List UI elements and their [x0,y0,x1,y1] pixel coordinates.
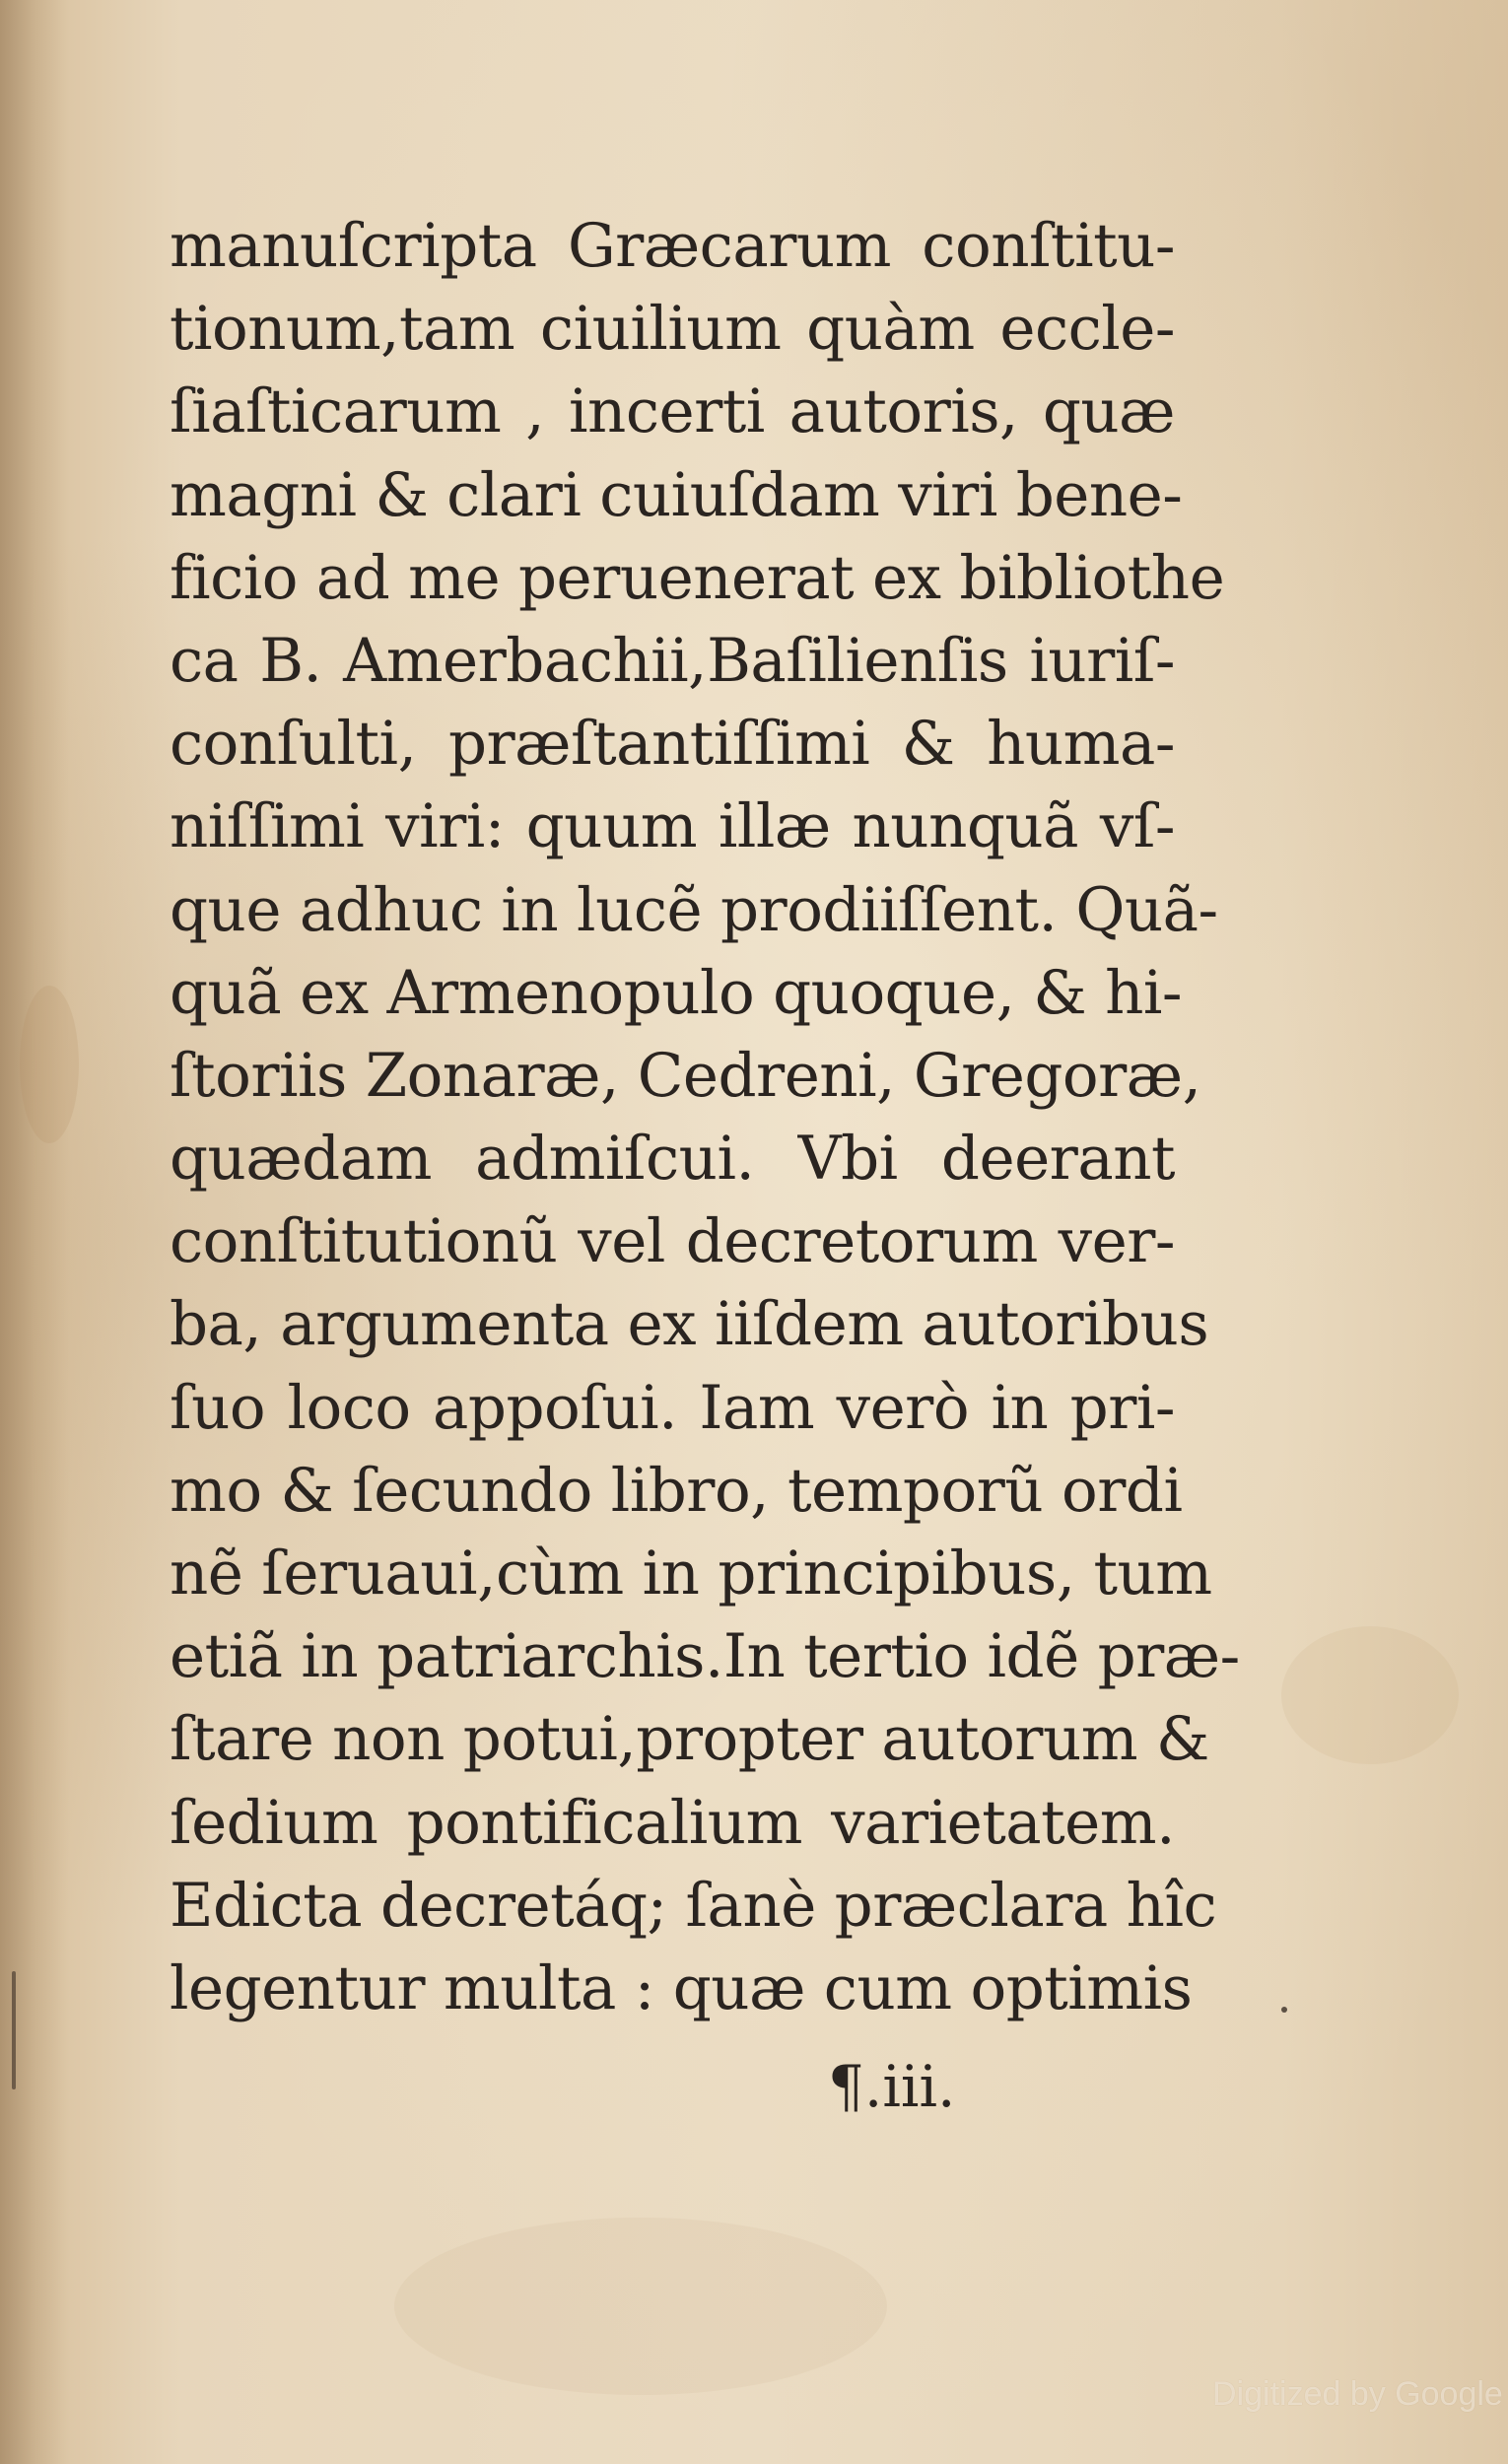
text-line: ſuo loco appoſui. Iam verò in pri- [170,1372,1175,1443]
text-line: ba, argumenta ex iiſdem autoribus [170,1289,1209,1360]
text-line: quædam admiſcui. Vbi deerant [170,1124,1175,1195]
paper-stain [394,2218,887,2395]
text-line: conſulti, præſtantiſſimi & huma- [170,709,1175,780]
text-line: tionum,tam ciuilium quàm eccle- [170,294,1175,365]
text-line: ſtoriis Zonaræ, Cedreni, Gregoræ, [170,1040,1201,1111]
text-line: niſſimi viri: quum illæ nunquã vſ- [170,791,1175,862]
body-text [170,205,1240,2030]
text-line: ſedium pontificalium varietatem. [170,1787,1175,1858]
text-line: quã ex Armenopulo quoque, & hi- [170,957,1182,1028]
text-line: ſiaſticarum , incerti autoris, quæ [170,376,1175,447]
ink-dot [1281,2007,1287,2013]
text-line: Edicta decretáq; ſanè præclara hîc [170,1870,1217,1941]
text-line: conſtitutionũ vel decretorum ver- [170,1206,1175,1277]
paper-stain [20,986,79,1143]
text-line: legentur multa : quæ cum optimis [170,1952,1193,2023]
text-line: mo & ſecundo libro, temporũ ordi [170,1455,1183,1526]
text-line: ficio ad me peruenerat ex bibliothe [170,542,1225,613]
page-spine-shadow [0,0,69,2464]
margin-mark [12,1971,16,2089]
digitization-watermark: Digitized by Google [1212,2375,1503,2413]
text-line: ſtare non potui,propter autorum & [170,1704,1209,1775]
paper-stain [1281,1626,1459,1764]
text-line: ca B. Amerbachii,Baſilienſis iuriſ- [170,625,1175,696]
text-line: nẽ ſeruaui,cùm in principibus, tum [170,1539,1212,1608]
text-line: magni & clari cuiuſdam viri bene- [170,459,1183,530]
text-line: manuſcripta Græcarum conſtitu- [170,211,1175,281]
signature-mark: ¶.iii. [828,2053,956,2120]
text-line: etiã in patriarchis.In tertio idẽ præ- [170,1621,1240,1692]
text-line: que adhuc in lucẽ prodiiſſent. Quã- [170,874,1218,945]
